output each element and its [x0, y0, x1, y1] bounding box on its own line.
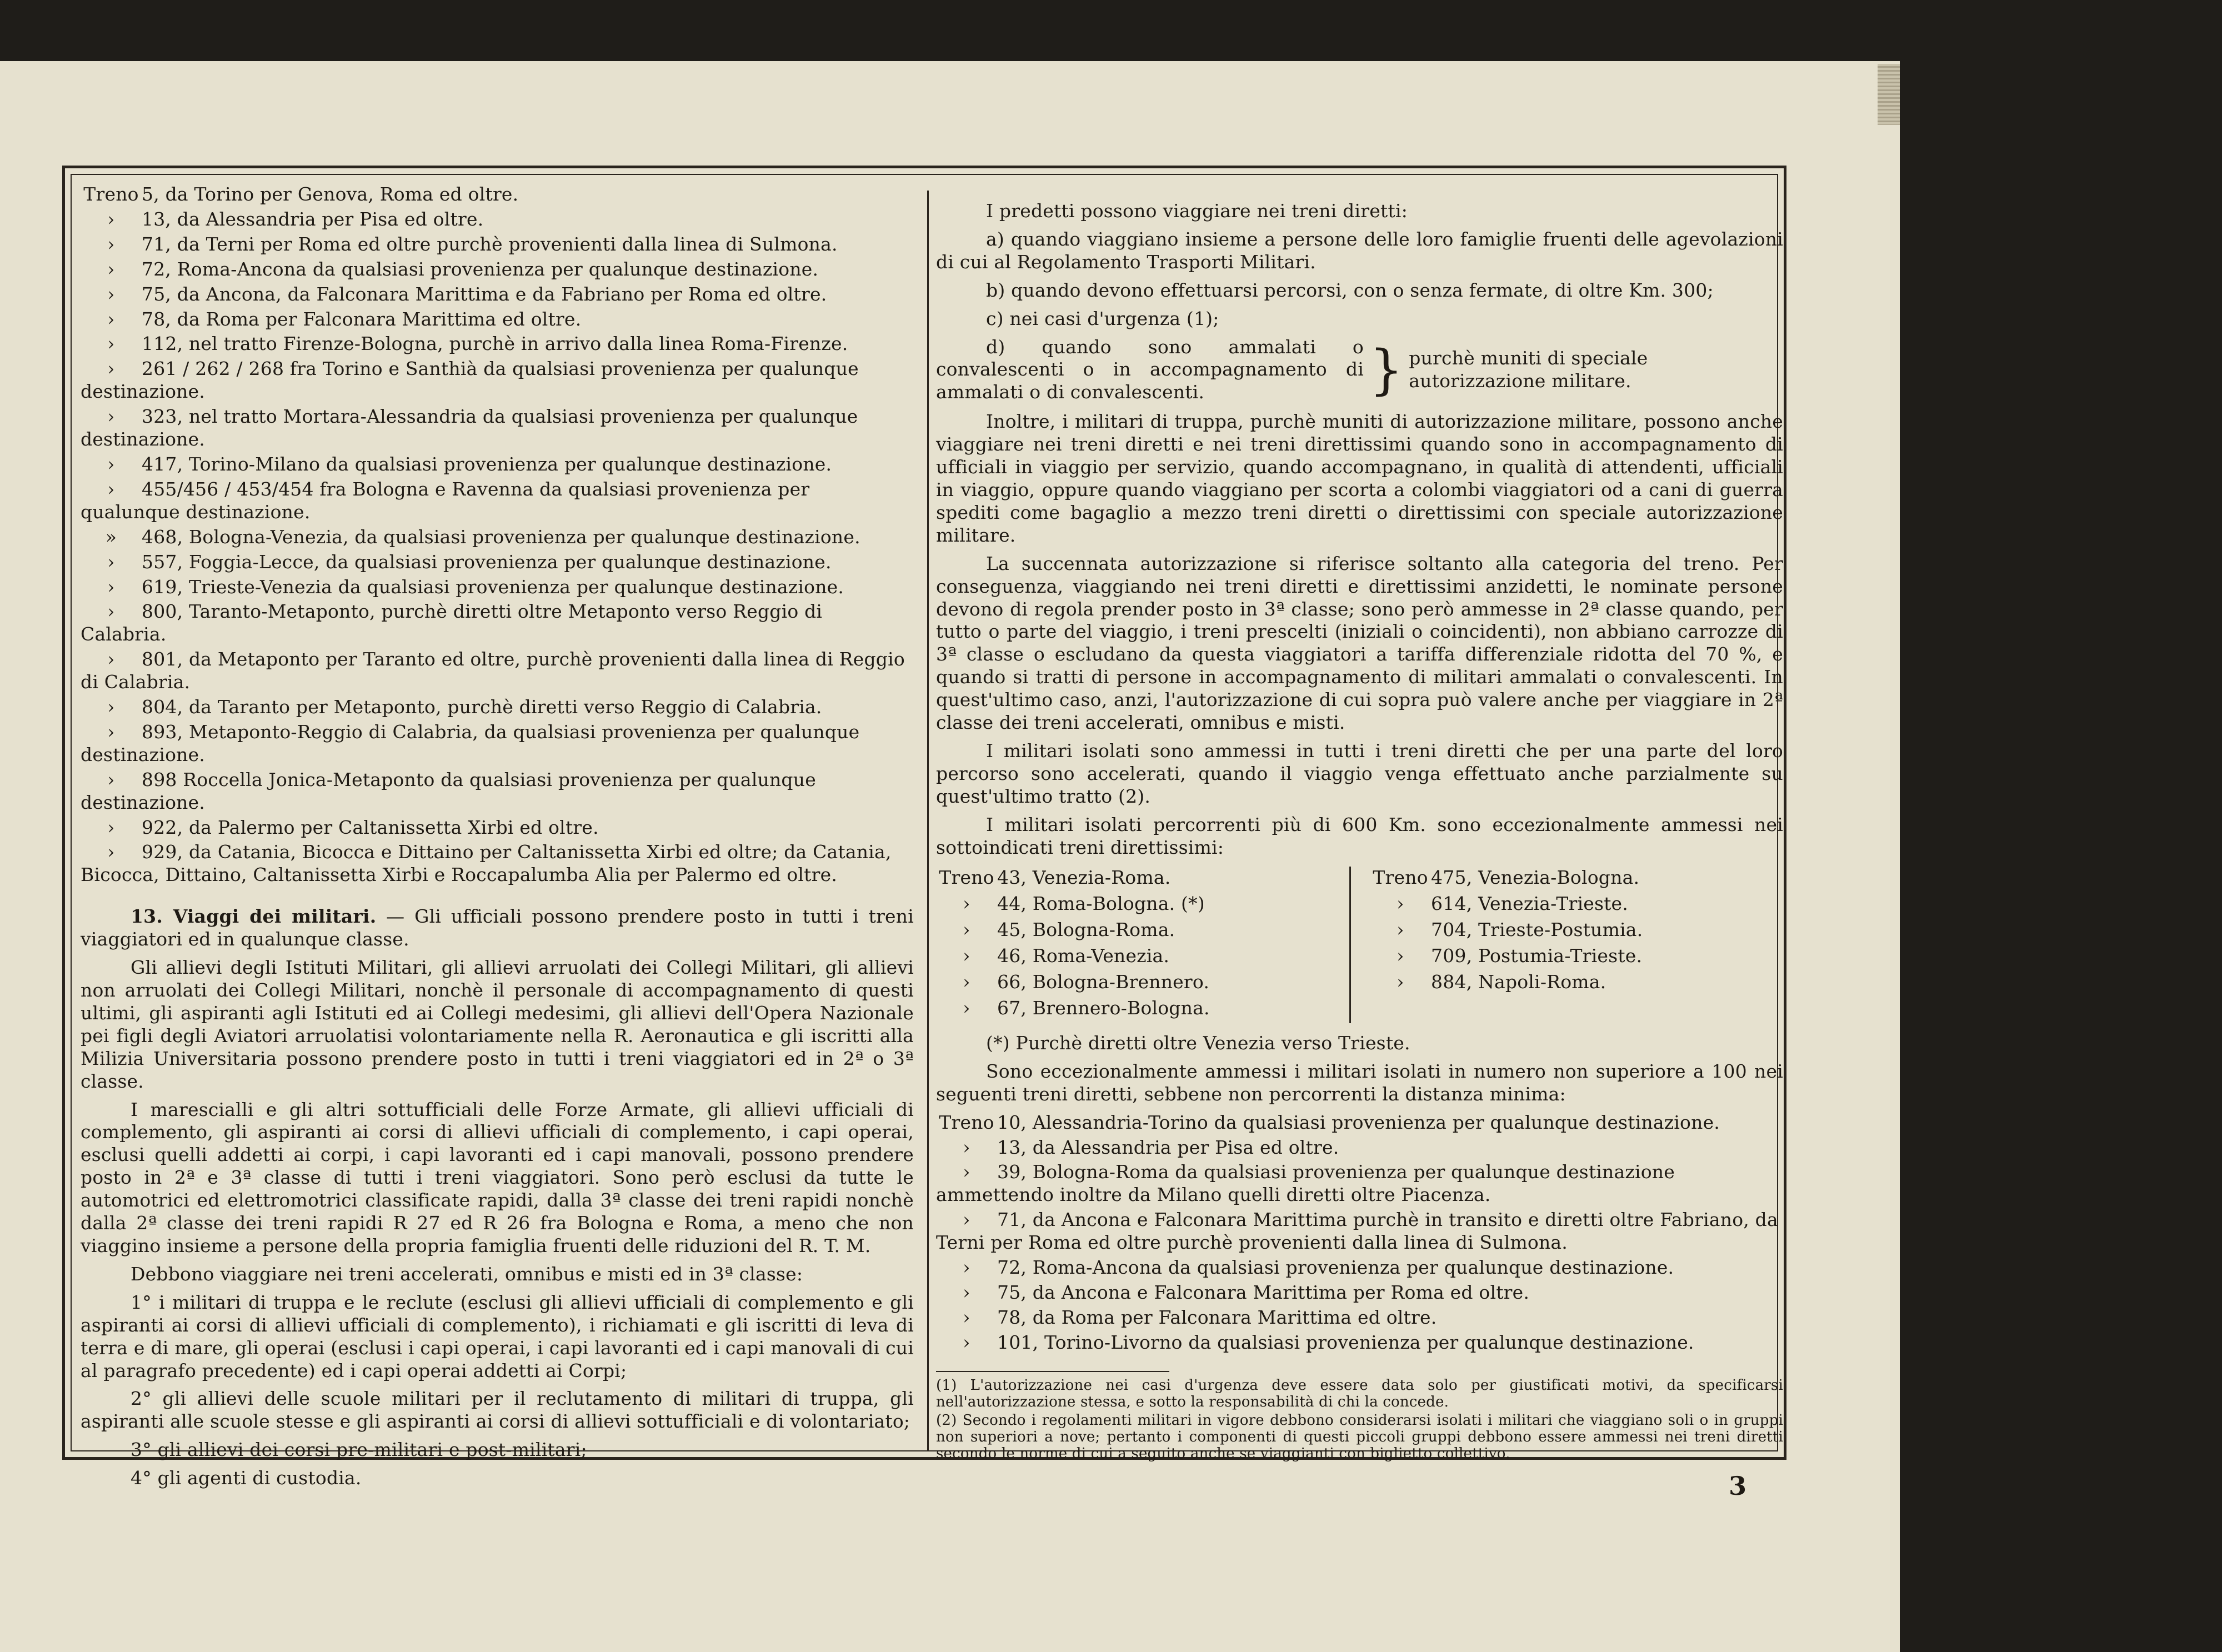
train-lead: ›: [1397, 919, 1404, 941]
train-lead: ›: [963, 893, 970, 915]
table-row: [936, 893, 1349, 915]
train-lead: ›: [1397, 971, 1404, 993]
train-text: 39, Bologna-Roma da qualsiasi provenienza per qualunque destinazione ammettendo inoltre da Milano quelli diretti oltre Piacenza.: [936, 1161, 1675, 1206]
train-text: 44, Roma-Bologna. (*): [997, 893, 1205, 915]
train-row: [936, 1112, 1783, 1134]
train-row: [936, 1331, 1783, 1354]
train-lead: ›: [107, 768, 115, 790]
train-lead: ›: [107, 600, 115, 623]
paragraph-marescialli: I marescialli e gli altri sottufficiali delle Forze Armate, gli allievi ufficiali di complemento, gli aspiranti ai corsi di allievi ufficiali di complemento, i capi operai, esclusi quelli addetti ai corpi, i capi lavoranti ed i capi manovali, possono prendere posto in 2ª e 3ª classe di tutti i treni viaggiatori. Sono però esclusi da tutte le automotrici ed elettromotrici classificate rapidi, dalla 3ª classe dei treni rapidi nonchè dalla 2ª classe dei treni rapidi R 27 ed R 26 fra Bologna e Roma, a meno che non viaggino insieme a persone della propria famiglia fruenti delle riduzioni del R. T. M.: [81, 1098, 914, 1256]
train-text: 922, da Palermo per Caltanissetta Xirbi ed oltre.: [142, 816, 599, 838]
train-text: 929, da Catania, Bicocca e Dittaino per Caltanissetta Xirbi ed oltre; da Catania, Bicocca, Dittaino, Caltanissetta Xirbi e Roccapalumba Alia per Palermo ed oltre.: [81, 841, 892, 886]
train-lead: ›: [107, 841, 115, 863]
train-text: 619, Trieste-Venezia da qualsiasi provenienza per qualunque destinazione.: [142, 575, 844, 598]
train-text: 475, Venezia-Bologna.: [1431, 867, 1640, 889]
train-text: 884, Napoli-Roma.: [1431, 971, 1607, 993]
train-row: [81, 283, 914, 306]
train-row: [81, 333, 914, 356]
train-text: 709, Postumia-Trieste.: [1431, 945, 1643, 967]
train-text: 13, da Alessandria per Pisa ed oltre.: [142, 208, 484, 230]
train-lead: Treno: [939, 1111, 994, 1133]
footnote-2: (2) Secondo i regolamenti militari in vigore debbono considerarsi isolati i militari che viaggiano soli o in gruppi non superiori a nove; pertanto i componenti di questi piccoli gruppi debbono essere ammessi nei treni diretti secondo le norme di cui a seguito anche se viaggianti con biglietto collettivo.: [936, 1412, 1783, 1463]
train-lead: ›: [107, 333, 115, 355]
train-row: [936, 1306, 1783, 1329]
train-row: [81, 696, 914, 719]
table-row: [1370, 971, 1783, 994]
train-row: [81, 308, 914, 331]
list-item: 3° gli allievi dei corsi pre-militari e post-militari;: [131, 1439, 587, 1461]
train-text: 417, Torino-Milano da qualsiasi provenienza per qualunque destinazione.: [142, 453, 832, 475]
train-lead: ›: [107, 358, 115, 380]
train-lead: ›: [107, 258, 115, 280]
train-row: [81, 526, 914, 549]
train-lead: ›: [107, 696, 115, 718]
train-lead: ›: [107, 575, 115, 598]
table-row: [936, 997, 1349, 1020]
train-lead: Treno: [1373, 867, 1428, 889]
train-text: 43, Venezia-Roma.: [997, 867, 1171, 889]
table-row: [1370, 945, 1783, 968]
train-lead: ›: [963, 1331, 970, 1353]
train-text: 75, da Ancona, da Falconara Marittima e da Fabriano per Roma ed oltre.: [142, 283, 827, 305]
table-row: [1370, 919, 1783, 942]
table-row: [936, 945, 1349, 968]
table-row: [1370, 893, 1783, 915]
train-lead: ›: [107, 816, 115, 838]
train-text: 101, Torino-Livorno da qualsiasi provenienza per qualunque destinazione.: [997, 1331, 1694, 1353]
train-lead: ›: [963, 1161, 970, 1183]
list-item: 4° gli agenti di custodia.: [131, 1467, 362, 1489]
train-row: [81, 233, 914, 256]
section-intro-text: — Gli ufficiali possono prendere posto in tutti i treni viaggiatori ed in qualunque classe.: [81, 905, 914, 950]
train-text: 800, Taranto-Metaponto, purchè diretti oltre Metaponto verso Reggio di Calabria.: [81, 600, 823, 645]
train-text: 455/456 / 453/454 fra Bologna e Ravenna da qualsiasi provenienza per qualunque destinazione.: [81, 478, 810, 523]
section-13-intro: [81, 905, 914, 951]
train-row: [936, 1281, 1783, 1304]
left-column: [81, 183, 914, 1495]
train-lead: ›: [107, 478, 115, 500]
train-text: 72, Roma-Ancona da qualsiasi provenienza per qualunque destinazione.: [142, 258, 819, 280]
train-lead: ›: [963, 919, 970, 941]
train-lead: ›: [963, 997, 970, 1019]
train-text: 71, da Terni per Roma ed oltre purchè provenienti dalla linea di Sulmona.: [142, 233, 838, 255]
train-text: 614, Venezia-Trieste.: [1431, 893, 1628, 915]
table-row: [936, 867, 1349, 889]
direttissimi-table-right: [1349, 867, 1783, 1023]
train-text: 67, Brennero-Bologna.: [997, 997, 1210, 1019]
train-text: 898 Roccella Jonica-Metaponto da qualsiasi provenienza per qualunque destinazione.: [81, 768, 816, 813]
train-row: [81, 817, 914, 839]
paragraph-100: Sono eccezionalmente ammessi i militari isolati in numero non superiore a 100 nei seguenti treni diretti, sebbene non percorrenti la distanza minima:: [936, 1060, 1783, 1105]
train-text: 10, Alessandria-Torino da qualsiasi provenienza per qualunque destinazione.: [997, 1111, 1720, 1133]
train-lead: »: [105, 525, 117, 548]
page-edge-stack: [1878, 64, 1900, 125]
table-row: [1370, 867, 1783, 889]
train-text: 323, nel tratto Mortara-Alessandria da qualsiasi provenienza per qualunque destinazione.: [81, 406, 858, 450]
brace-icon: }: [1369, 338, 1404, 401]
train-lead: ›: [963, 945, 970, 967]
train-lead: ›: [107, 648, 115, 670]
train-lead: ›: [107, 233, 115, 255]
section-title: 13. Viaggi dei militari.: [131, 905, 377, 928]
train-row: [81, 208, 914, 231]
train-row: [81, 551, 914, 574]
train-lead: ›: [107, 406, 115, 428]
footnote-rule: [936, 1371, 1169, 1372]
list-item: 2° gli allievi delle scuole militari per il reclutamento di militari di truppa, gli aspiranti alle scuole stesse e gli aspiranti ai corsi di allievi sottufficiali e di volontariato;: [81, 1388, 914, 1433]
train-row: [936, 1209, 1783, 1254]
right-column: [936, 200, 1783, 1465]
condition-a: a) quando viaggiano insieme a persone delle loro famiglie fruenti delle agevolazioni di cui al Regolamento Trasporti Militari.: [936, 228, 1783, 273]
train-lead: Treno: [939, 867, 994, 889]
train-lead: ›: [963, 1209, 970, 1231]
train-text: 704, Trieste-Postumia.: [1431, 919, 1643, 941]
train-lead: ›: [107, 308, 115, 330]
column-divider: [927, 191, 929, 1451]
condition-d: d) quando sono ammalati o convalescenti o in accompagnamento di ammalati o di convalescenti.: [936, 336, 1364, 403]
train-text: 804, da Taranto per Metaponto, purchè diretti verso Reggio di Calabria.: [142, 696, 822, 718]
paragraph-debbono: Debbono viaggiare nei treni accelerati, omnibus e misti ed in 3ª classe:: [131, 1263, 803, 1285]
train-text: 78, da Roma per Falconara Marittima ed oltre.: [142, 308, 582, 330]
train-row: [81, 600, 914, 646]
train-row: [936, 1161, 1783, 1207]
train-text: 5, da Torino per Genova, Roma ed oltre.: [142, 183, 519, 205]
train-lead: ›: [107, 283, 115, 305]
paragraph-succennata: La succennata autorizzazione si riferisce soltanto alla categoria del treno. Per conseguenza, viaggiando nei treni diretti e direttissimi anzidetti, le nominate persone devono di regola prender posto in 3ª classe; sono però ammesse in 2ª classe quando, per tutto o parte del viaggio, i treni prescelti (iniziali o coincidenti), non abbiano carrozze di 3ª classe o escludano da questa viaggiatori a tariffa differenziale ridotta del 70 %, e quando si tratti di persone in accompagnamento di militari ammalati o convalescenti. In quest'ultimo caso, anzi, l'autorizzazione di cui sopra può valere anche per viaggiare in 2ª classe dei treni accelerati, omnibus e misti.: [936, 552, 1783, 734]
train-row: [81, 258, 914, 281]
train-row: [81, 406, 914, 451]
train-lead: ›: [107, 550, 115, 573]
paragraph-predetti: I predetti possono viaggiare nei treni diretti:: [986, 200, 1408, 222]
page-number: 3: [1729, 1471, 1747, 1501]
train-text: 557, Foggia-Lecce, da qualsiasi provenienza per qualunque destinazione.: [142, 550, 832, 573]
paragraph-inoltre: Inoltre, i militari di truppa, purchè muniti di autorizzazione militare, possono anche viaggiare nei treni diretti e nei treni direttissimi quando sono in accompagnamento di ufficiali in viaggio per servizio, quando accompagnano, in qualità di attendenti, ufficiali in viaggio, oppure quando viaggiano per scorta a colombi viaggiatori od a cani di guerra spediti come bagaglio a mezzo treni diretti o direttissimi con speciale autorizzazione militare.: [936, 411, 1783, 546]
train-row: [81, 841, 914, 887]
table-row: [936, 971, 1349, 994]
train-lead: ›: [963, 1256, 970, 1279]
direttissimi-table: [936, 867, 1783, 1023]
train-lead: ›: [107, 453, 115, 475]
footnote-1: (1) L'autorizzazione nei casi d'urgenza deve essere data solo per giustificati motivi, da specificarsi nell'autorizzazione stessa, e sotto la responsabilità di chi la concede.: [936, 1376, 1783, 1410]
train-lead: ›: [963, 971, 970, 993]
list-item: 1° i militari di truppa e le reclute (esclusi gli allievi ufficiali di complemento e gli aspiranti ai corsi di allievi ufficiali di complemento), i richiamati e gli iscritti di leva di terra e di mare, gli operai (esclusi i capi operai, i capi lavoranti ed i capi manovali di cui al paragrafo precedente) ed i capi operai addetti ai Corpi;: [81, 1291, 914, 1381]
train-row: [81, 576, 914, 599]
train-row: [81, 358, 914, 403]
train-row: [936, 1137, 1783, 1159]
train-text: 801, da Metaponto per Taranto ed oltre, purchè provenienti dalla linea di Reggio di Calabria.: [81, 648, 905, 693]
train-list-right: [936, 1112, 1783, 1354]
paragraph-allievi: Gli allievi degli Istituti Militari, gli allievi arruolati dei Collegi Militari, gli allievi non arruolati dei Collegi Militari, nonchè il personale di accompagnamento di questi ultimi, gli aspiranti agli Istituti ed ai Collegi medesimi, gli allievi dell'Opera Nazionale pei figli degli Aviatori arruolatisi volontariamente nella R. Aeronautica e gli iscritti alla Milizia Universitaria possono prendere posto in tutti i treni viaggiatori ed in 2ª o 3ª classe.: [81, 957, 914, 1092]
train-list-left: [81, 183, 914, 887]
train-lead: ›: [1397, 893, 1404, 915]
train-lead: ›: [107, 208, 115, 230]
train-text: 78, da Roma per Falconara Marittima ed oltre.: [997, 1306, 1437, 1328]
train-lead: ›: [963, 1136, 970, 1158]
train-lead: ›: [107, 720, 115, 743]
paragraph-isolati: I militari isolati sono ammessi in tutti i treni diretti che per una parte del loro percorso sono accelerati, quando il viaggio venga effettuato anche parzialmente su quest'ultimo tratto (2).: [936, 739, 1783, 807]
train-row: [81, 478, 914, 524]
asterisk-note: (*) Purchè diretti oltre Venezia verso Trieste.: [986, 1032, 1410, 1054]
train-lead: Treno: [83, 183, 139, 205]
train-row: [81, 183, 914, 206]
train-text: 13, da Alessandria per Pisa ed oltre.: [997, 1136, 1339, 1158]
train-lead: ›: [963, 1306, 970, 1328]
train-text: 468, Bologna-Venezia, da qualsiasi provenienza per qualunque destinazione.: [142, 525, 860, 548]
train-row: [81, 721, 914, 767]
train-lead: ›: [1397, 945, 1404, 967]
direttissimi-table-left: [936, 867, 1349, 1023]
train-text: 66, Bologna-Brennero.: [997, 971, 1210, 993]
condition-b: b) quando devono effettuarsi percorsi, con o senza fermate, di oltre Km. 300;: [986, 279, 1714, 301]
train-text: 71, da Ancona e Falconara Marittima purchè in transito e diretti oltre Fabriano, da Terni per Roma ed oltre purchè provenienti dalla linea di Sulmona.: [936, 1209, 1778, 1254]
train-text: 261 / 262 / 268 fra Torino e Santhià da qualsiasi provenienza per qualunque destinazione.: [81, 358, 859, 403]
train-text: 893, Metaponto-Reggio di Calabria, da qualsiasi provenienza per qualunque destinazione.: [81, 720, 860, 765]
train-row: [81, 453, 914, 476]
condition-d-note: purchè muniti di speciale autorizzazione militare.: [1409, 347, 1648, 392]
train-text: 112, nel tratto Firenze-Bologna, purchè in arrivo dalla linea Roma-Firenze.: [142, 333, 848, 355]
table-row: [936, 919, 1349, 942]
train-lead: ›: [963, 1281, 970, 1303]
condition-c: c) nei casi d'urgenza (1);: [986, 307, 1219, 329]
train-row: [936, 1256, 1783, 1279]
train-text: 75, da Ancona e Falconara Marittima per Roma ed oltre.: [997, 1281, 1530, 1303]
train-text: 45, Bologna-Roma.: [997, 919, 1175, 941]
train-row: [81, 648, 914, 694]
paragraph-600km: I militari isolati percorrenti più di 600 Km. sono eccezionalmente ammessi nei sottoindicati treni direttissimi:: [936, 813, 1783, 858]
condition-d-block: [936, 336, 1783, 404]
train-text: 46, Roma-Venezia.: [997, 945, 1170, 967]
train-text: 72, Roma-Ancona da qualsiasi provenienza per qualunque destinazione.: [997, 1256, 1674, 1279]
train-row: [81, 769, 914, 814]
